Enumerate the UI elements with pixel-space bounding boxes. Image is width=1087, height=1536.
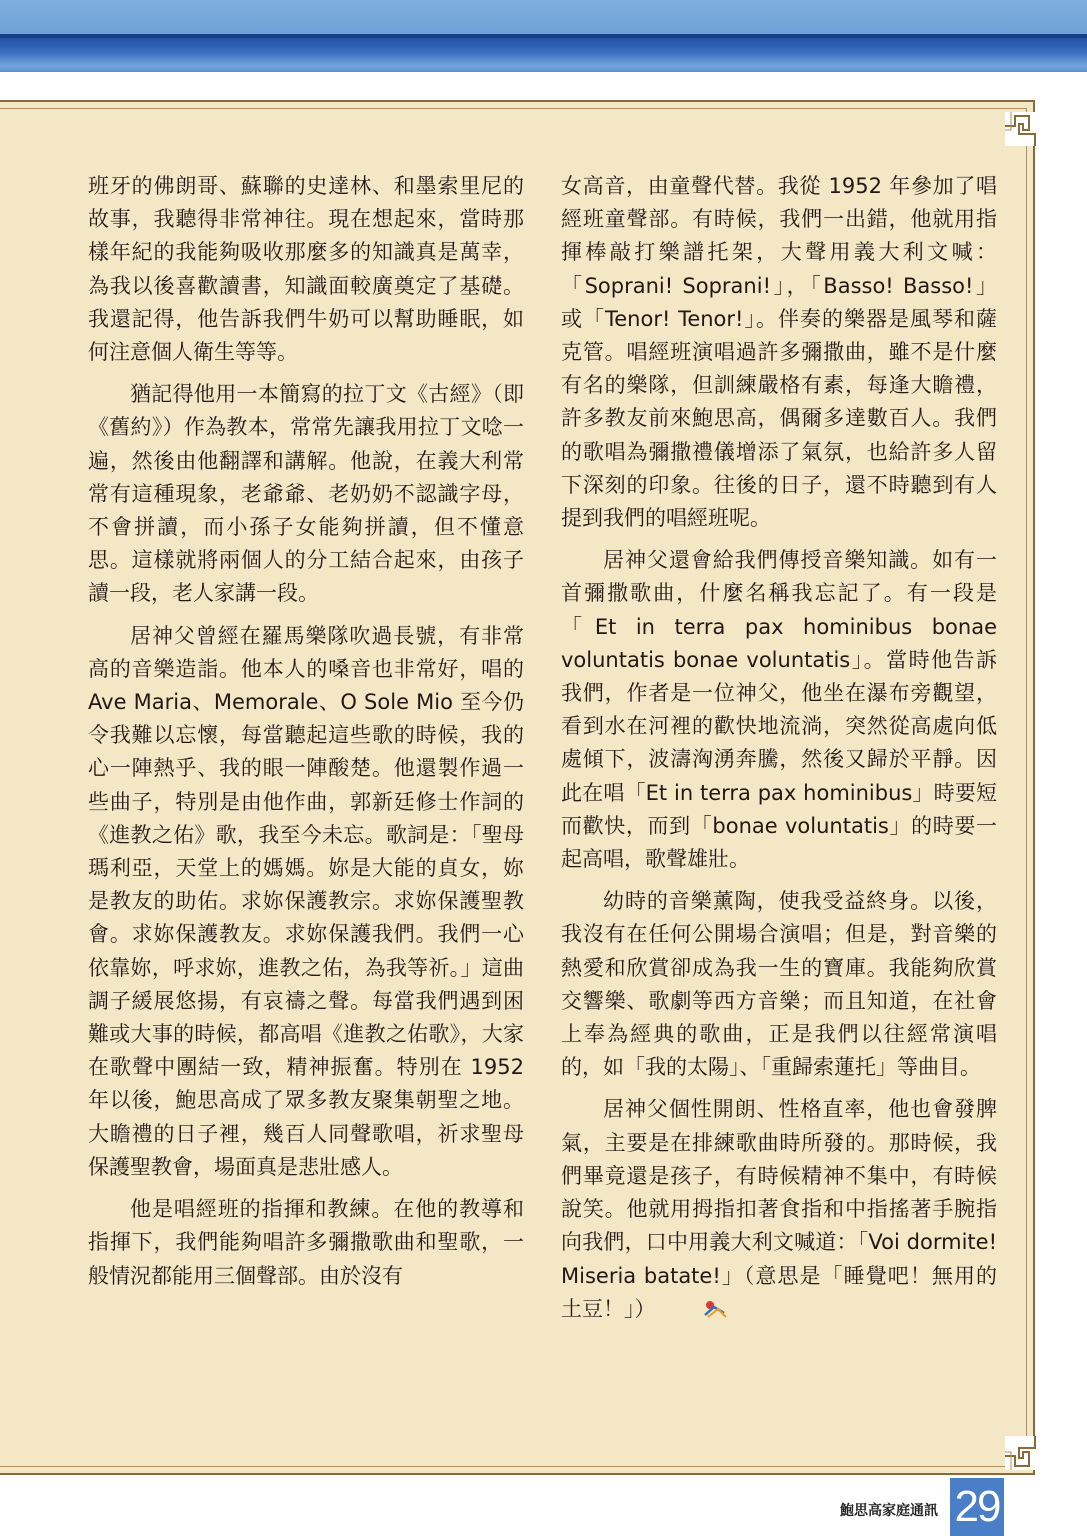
paragraph: 班牙的佛朗哥、蘇聯的史達林、和墨索里尼的故事，我聽得非常神往。現在想起來，當時那樣年紀的我能夠吸收那麼多的知識真是萬幸，為我以後喜歡讀書，知識面較廣奠定了基礎。我還記得，他告訴我們牛奶可以幫助睡眠，如何注意個人衛生等等。: [88, 174, 524, 365]
right-text-column: [561, 170, 997, 1335]
paragraph-text: 居神父個性開朗、性格直率，他也會發脾氣，主要是在排練歌曲時所發的。那時候，我們畢竟還是孩子，有時候精神不集中，有時候說笑。他就用拇指扣著食指和中指搖著手腕指向我們，口中用義大利文喊道：「Voi dormite! Miseria batate!」（意思是「睡覺吧！無用的土豆！」）: [561, 1097, 997, 1321]
paragraph: 居神父曾經在羅馬樂隊吹過長號，有非常高的音樂造詣。他本人的嗓音也非常好，唱的 Ave Maria、Memorale、O Sole Mio 至今仍令我難以忘懷，每當聽起這些歌的時候，我的心一陣熱乎、我的眼一陣酸楚。他還製作過一些曲子，特別是由他作曲，郭新廷修士作詞的《進教之佑》歌，我至今未忘。歌詞是：「聖母瑪利亞，天堂上的媽媽。妳是大能的貞女，妳是教友的助佑。求妳保護教宗。求妳保護聖教會。求妳保護教友。求妳保護我們。我們一心依靠妳，呼求妳，進教之佑，為我等祈。」這曲調子緩展悠揚，有哀禱之聲。每當我們遇到困難或大事的時候，都高唱《進教之佑歌》，大家在歌聲中團結一致，精神振奮。特別在 1952 年以後，鮑思高成了眾多教友聚集朝聖之地。大瞻禮的日子裡，幾百人同聲歌唱，祈求聖母保護聖教會，場面真是悲壯感人。: [88, 623, 524, 1179]
paragraph: 居神父還會給我們傳授音樂知識。如有一首彌撒歌曲，什麼名稱我忘記了。有一段是「Et in terra pax hominibus bonae voluntatis bonae voluntatis」。當時他告訴我們，作者是一位神父，他坐在瀑布旁觀望，看到水在河裡的歡快地流淌，突然從高處向低處傾下，波濤洶湧奔騰，然後又歸於平靜。因此在唱「Et in terra pax hominibus」時要短而歡快，而到「bonae voluntatis」的時要一起高唱，歌聲雄壯。: [561, 548, 997, 872]
header-stripe: [0, 34, 1087, 38]
header-band: [0, 0, 1087, 72]
frame-corner-ornament-icon: [1005, 1436, 1039, 1470]
paragraph: 猶記得他用一本簡寫的拉丁文《古經》（即《舊約》）作為教本，常常先讓我用拉丁文唸一遍，然後由他翻譯和講解。他說，在義大利常常有這種現象，老爺爺、老奶奶不認識字母，不會拼讀，而小孫子女能夠拼讀，但不懂意思。這樣就將兩個人的分工結合起來，由孩子讀一段，老人家講一段。: [88, 382, 524, 606]
end-of-article-icon: [660, 1296, 686, 1316]
paragraph: 他是唱經班的指揮和教練。在他的教導和指揮下，我們能夠唱許多彌撒歌曲和聖歌，一般情況都能用三個聲部。由於沒有: [88, 1197, 524, 1288]
paragraph: 女高音，由童聲代替。我從 1952 年參加了唱經班童聲部。有時候，我們一出錯，他就用指揮棒敲打樂譜托架，大聲用義大利文喊：「Soprani! Soprani!」，「Basso! Basso!」或「Tenor! Tenor!」。伴奏的樂器是風琴和薩克管。唱經班演唱過許多彌撒曲，雖不是什麼有名的樂隊，但訓練嚴格有素，每逢大瞻禮，許多教友前來鮑思高，偶爾多達數百人。我們的歌唱為彌撒禮儀增添了氣氛，也給許多人留下深刻的印象。往後的日子，還不時聽到有人提到我們的唱經班呢。: [561, 174, 997, 531]
paragraph: 幼時的音樂薰陶，使我受益終身。以後，我沒有在任何公開場合演唱；但是，對音樂的熱愛和欣賞卻成為我一生的寶庫。我能夠欣賞交響樂、歌劇等西方音樂；而且知道，在社會上奉為經典的歌曲，正是我們以往經常演唱的，如「我的太陽」、「重歸索蓮托」等曲目。: [561, 889, 997, 1080]
last-paragraph: [561, 1093, 997, 1325]
publication-title: 鮑思高家庭通訊: [840, 1503, 938, 1519]
frame-corner-ornament-icon: [1005, 112, 1039, 146]
left-text-column: [88, 170, 524, 1302]
page-number: 29: [950, 1478, 1004, 1536]
